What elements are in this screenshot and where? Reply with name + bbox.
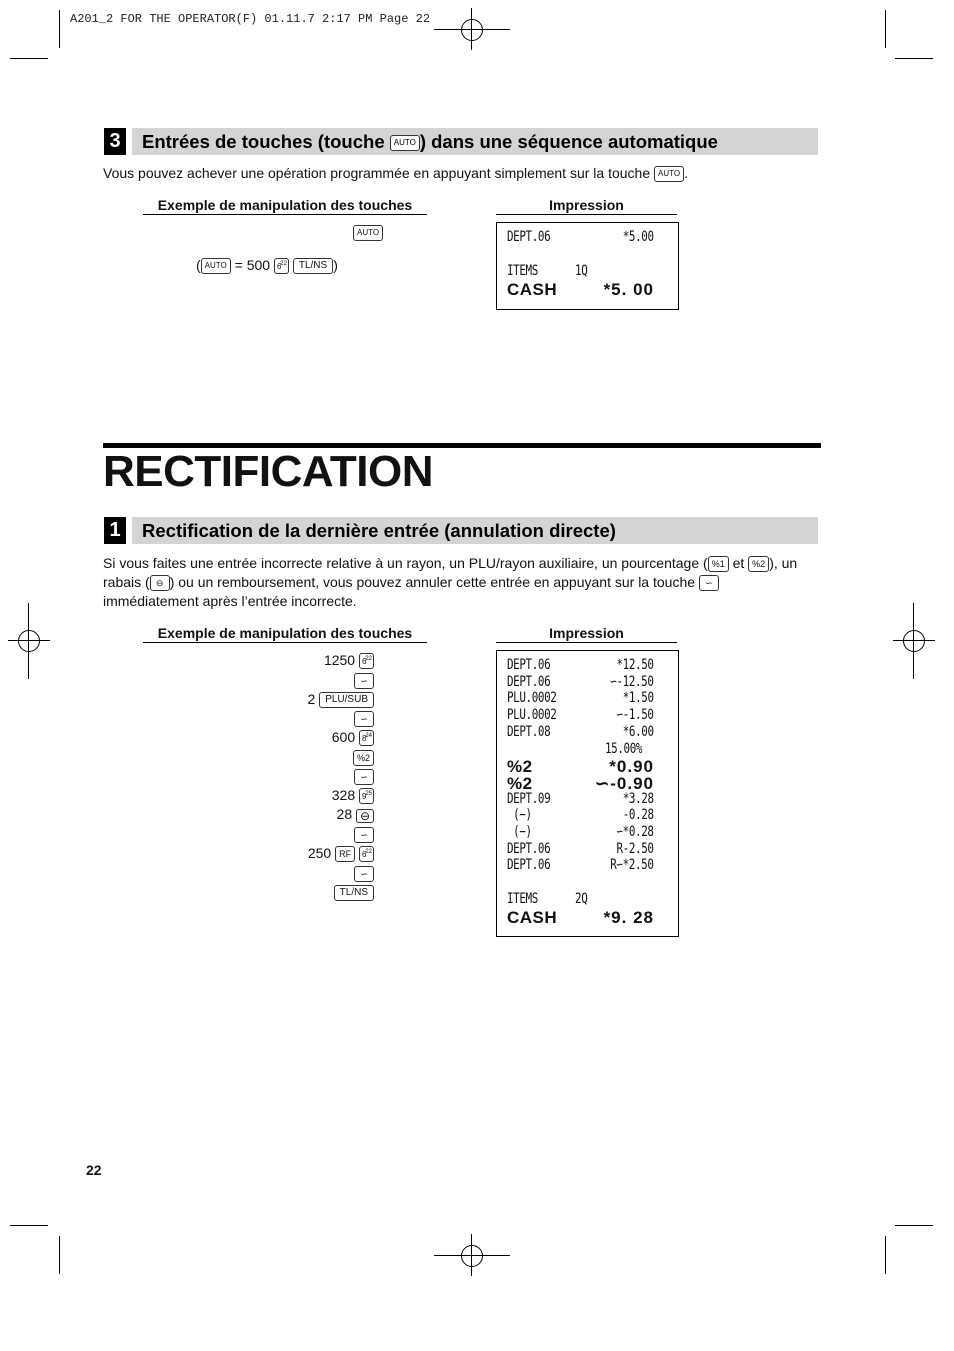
receipt-line-label: DEPT.06	[507, 229, 551, 245]
total-key-icon: TL/NS	[293, 258, 333, 274]
print-slug: A201_2 FOR THE OPERATOR(F) 01.11.7 2:17 PM Page 22	[70, 12, 431, 26]
key-sequence-row	[354, 670, 374, 689]
section-number: 3	[104, 128, 126, 155]
receipt-printout	[496, 650, 679, 937]
receipt-line-amount: ∽-12.50	[610, 673, 654, 690]
percent2-key-icon: %2	[748, 556, 769, 572]
department-key-icon: 8 24	[359, 730, 374, 746]
auto-key-icon: AUTO	[654, 166, 684, 182]
receipt-line-amount: *9. 28	[603, 907, 654, 927]
receipt-line-amount: *5.00	[623, 229, 654, 245]
key-sequence-row	[354, 709, 374, 728]
receipt-line-amount: *1.50	[623, 690, 654, 707]
receipt-line	[497, 741, 678, 758]
key-sequence-row	[354, 767, 374, 786]
auto-key-icon: AUTO	[201, 258, 231, 274]
receipt-line-amount: ∽-1.50	[616, 707, 654, 724]
entry-amount: 28	[336, 806, 353, 823]
section-title: Entrées de touches (touche AUTO ) dans une séquence automatique	[142, 131, 718, 152]
receipt-line-amount: *5. 00	[603, 280, 654, 299]
function-key-icon: PLU/SUB	[319, 692, 374, 708]
receipt-line	[497, 791, 678, 808]
void-key-icon: ∽	[354, 711, 374, 727]
page-title: RECTIFICATION	[103, 447, 433, 496]
void-key-icon: ∽	[354, 866, 374, 882]
receipt-line-amount: *0.90	[609, 757, 654, 777]
receipt-line	[497, 229, 678, 246]
receipt-line-label: %2	[507, 757, 533, 777]
key-sequence-row	[334, 883, 374, 902]
crop-mark	[10, 58, 48, 59]
entry-amount: 2	[307, 690, 316, 707]
receipt-line-label: ITEMS 1Q	[507, 263, 588, 279]
receipt-line	[497, 757, 678, 777]
receipt-printout	[496, 222, 679, 310]
receipt-line	[497, 707, 678, 724]
receipt-line-amount: *6.00	[623, 723, 654, 740]
key-sequence-line	[353, 224, 383, 242]
receipt-line	[497, 908, 678, 925]
refund-key-icon: RF	[335, 846, 355, 862]
crop-mark	[59, 1236, 60, 1274]
receipt-line	[497, 657, 678, 674]
section-number: 1	[104, 517, 126, 544]
receipt-line-label: %2	[507, 773, 533, 793]
key-operation-heading: Exemple de manipulation des touches	[143, 197, 427, 215]
receipt-line	[497, 891, 678, 908]
receipt-line-label: DEPT.08	[507, 723, 551, 740]
receipt-line-amount: *3.28	[623, 790, 654, 807]
receipt-line-label: DEPT.06	[507, 857, 551, 874]
receipt-line-amount: R-2.50	[616, 840, 654, 857]
key-sequence-row	[308, 844, 374, 863]
receipt-line-label: DEPT.06	[507, 840, 551, 857]
key-sequence-row	[354, 825, 374, 844]
receipt-line-label: CASH	[507, 280, 558, 299]
receipt-line	[497, 874, 678, 891]
receipt-line-amount: 15.00%	[604, 740, 654, 757]
section-title: Rectification de la dernière entrée (annulation directe)	[142, 520, 616, 541]
receipt-line	[497, 841, 678, 858]
void-key-icon: ∽	[354, 827, 374, 843]
key-sequence-row	[332, 786, 374, 805]
minus-key-icon: ⊖	[150, 575, 170, 591]
receipt-line-label: DEPT.09	[507, 790, 551, 807]
key-sequence-line: ( AUTO = 500 6 22 TL/NS )	[196, 257, 338, 273]
print-heading: Impression	[496, 197, 677, 215]
key-sequence-row	[337, 805, 374, 824]
receipt-line	[497, 246, 678, 263]
receipt-line-label: PLU.0002	[507, 707, 557, 724]
crop-mark	[885, 10, 886, 48]
key-sequence-row	[354, 863, 374, 882]
receipt-line-label: CASH	[507, 907, 558, 927]
department-key-icon: 6 22	[274, 258, 289, 274]
crop-mark	[59, 10, 60, 48]
receipt-line	[497, 690, 678, 707]
function-key-icon: TL/NS	[334, 885, 374, 901]
department-key-icon: 6 22	[359, 653, 374, 669]
key-sequence-row	[324, 651, 374, 670]
department-key-icon: 6 22	[359, 846, 374, 862]
print-heading: Impression	[496, 625, 677, 643]
key-sequence-row	[353, 748, 374, 767]
receipt-line-label: PLU.0002	[507, 690, 557, 707]
page-number: 22	[86, 1162, 102, 1178]
entry-amount: 1250	[323, 652, 356, 668]
receipt-line-label: (−)	[507, 807, 532, 824]
key-sequence-row	[308, 690, 374, 709]
void-key-icon: ∽	[699, 575, 719, 591]
receipt-line-label: DEPT.06	[507, 657, 551, 673]
receipt-line-amount: R∽*2.50	[610, 857, 654, 874]
entry-amount: 250	[307, 845, 332, 861]
receipt-line	[497, 774, 678, 791]
entry-amount: 328	[331, 787, 356, 804]
minus-key-icon: ⊖	[356, 809, 374, 823]
receipt-line-label: DEPT.06	[507, 673, 551, 690]
key-sequence-row	[332, 728, 374, 747]
key-operation-heading: Exemple de manipulation des touches	[143, 625, 427, 643]
section-description: Si vous faites une entrée incorrecte relative à un rayon, un PLU/rayon auxiliaire, un pourcentage ( %1 et %2 ), un rabais ( ⊖ ) ou un remboursement, vous pouvez annuler cette entrée en appuyant sur la touche ∽ immédiatement après l’entrée incorrecte.	[103, 555, 798, 609]
receipt-line	[497, 857, 678, 874]
crop-mark	[885, 1236, 886, 1274]
receipt-line-label: (−)	[507, 824, 532, 840]
auto-key-icon: AUTO	[353, 225, 383, 241]
receipt-line-amount: -0.28	[623, 807, 654, 824]
crop-mark	[895, 1225, 933, 1226]
receipt-line	[497, 263, 678, 280]
receipt-line-amount: ∽*0.28	[616, 824, 654, 840]
receipt-line	[497, 824, 678, 841]
receipt-line	[497, 724, 678, 741]
section-description: Vous pouvez achever une opération programmée en appuyant simplement sur la touche AUTO .	[103, 165, 688, 181]
void-key-icon: %2	[353, 750, 374, 766]
receipt-line-label: ITEMS 2Q	[507, 890, 588, 907]
receipt-line	[497, 674, 678, 691]
receipt-line	[497, 280, 678, 297]
auto-key-icon: AUTO	[390, 135, 420, 151]
entry-amount: 600	[331, 729, 356, 746]
department-key-icon: 9 25	[359, 788, 374, 804]
void-key-icon: ∽	[354, 673, 374, 689]
receipt-line-amount: ∽-0.90	[595, 773, 654, 793]
crop-mark	[895, 58, 933, 59]
receipt-line	[497, 807, 678, 824]
receipt-line-amount: *12.50	[616, 657, 654, 673]
void-key-icon: ∽	[354, 769, 374, 785]
crop-mark	[10, 1225, 48, 1226]
percent1-key-icon: %1	[708, 556, 729, 572]
